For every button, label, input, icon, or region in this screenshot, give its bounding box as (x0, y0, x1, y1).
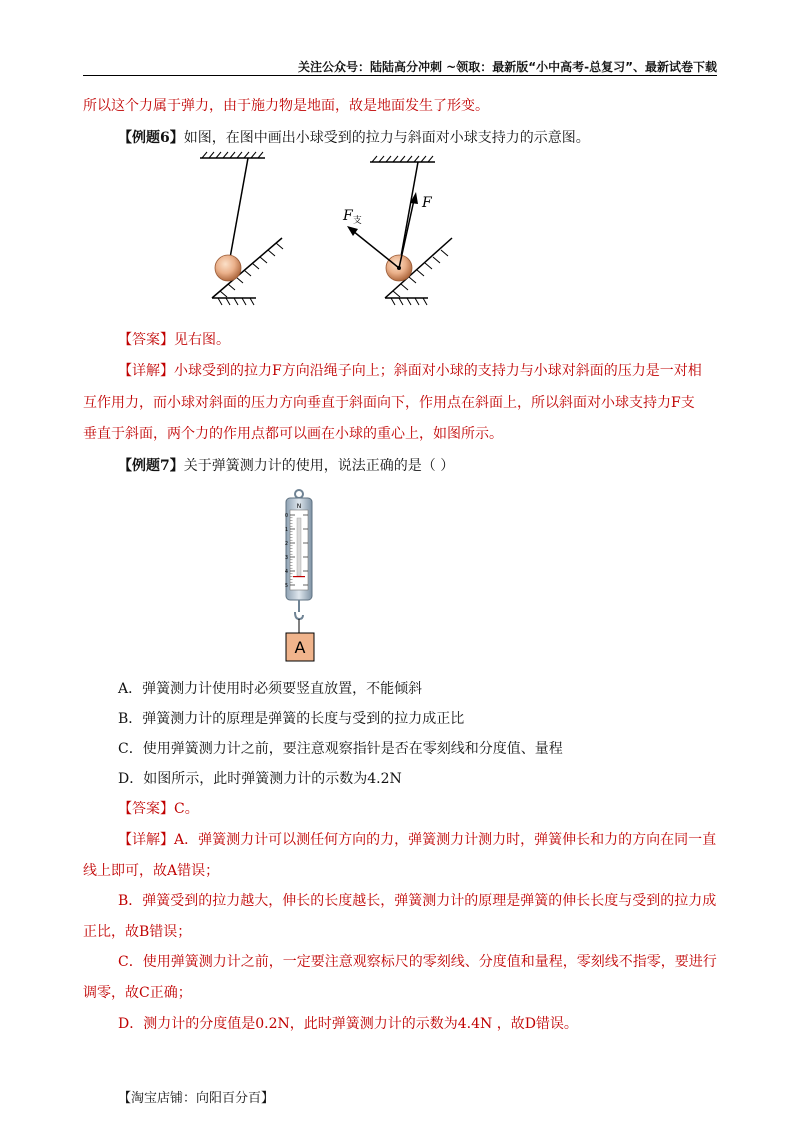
example7-text: 关于弹簧测力计的使用，说法正确的是（ ） (183, 458, 455, 474)
header-rule (83, 75, 717, 76)
detail7-line5: C．使用弹簧测力计之前，一定要注意观察标尺的零刻线、分度值和量程，零刻线不指零，要进行 (118, 954, 717, 970)
right-ceiling (370, 156, 435, 162)
support-arrow (347, 226, 399, 268)
example6-tag: 【例题6】 (118, 130, 184, 146)
detail7-line6: 调零，故C正确； (83, 985, 192, 1001)
scale-tick-label-5: 5 (284, 583, 288, 589)
scale-tick-label-4: 4 (284, 569, 288, 575)
answer7: 【答案】C。 (118, 801, 199, 817)
example7-question (118, 456, 454, 476)
spring (297, 518, 301, 576)
left-ball (215, 255, 241, 281)
detail7-line1: 【详解】A．弹簧测力计可以测任何方向的力，弹簧测力计测力时，弹簧伸长和力的方向在同一直 (118, 832, 717, 848)
scale-tick-label-2: 2 (284, 541, 288, 547)
spring-scale-figure (276, 488, 326, 663)
tension-arrow (399, 192, 418, 268)
example6-text: 如图，在图中画出小球受到的拉力与斜面对小球支持力的示意图。 (183, 130, 590, 146)
page-footer: 【淘宝店铺：向阳百分百】 (118, 1091, 275, 1106)
option-A: A．弹簧测力计使用时必须要竖直放置，不能倾斜 (118, 681, 423, 697)
detail6-line1: 【详解】小球受到的拉力F方向沿绳子向上；斜面对小球的支持力与小球对斜面的压力是一对相 (118, 363, 702, 379)
example6-question (118, 128, 590, 148)
bottom-hook (295, 600, 303, 619)
top-ring (295, 490, 303, 498)
left-rope (230, 158, 248, 258)
detail7-line3: B．弹簧受到的拉力越大，伸长的长度越长，弹簧测力计的原理是弹簧的伸长长度与受到的拉力成 (118, 893, 717, 909)
left-ceiling (200, 152, 265, 158)
right-rope (400, 162, 418, 262)
example7-tag: 【例题7】 (118, 458, 184, 474)
scale-tick-label-3: 3 (284, 555, 288, 561)
example6-figure (190, 150, 480, 310)
scale-tick-label-1: 1 (284, 527, 288, 533)
block-A-label: A (294, 638, 306, 657)
prev-detail-line: 所以这个力属于弹力，由于施力物是地面，故是地面发生了形变。 (83, 98, 489, 114)
detail7-line7: D．测力计的分度值是0.2N，此时弹簧测力计的示数为4.4N ，故D错误。 (118, 1016, 578, 1032)
option-D: D．如图所示，此时弹簧测力计的示数为4.2N (118, 771, 402, 787)
detail6-line2: 互作用力，而小球对斜面的压力方向垂直于斜面向下，作用点在斜面上，所以斜面对小球支持力F支 (83, 395, 695, 411)
label-F: F (422, 195, 432, 211)
detail7-line2: 线上即可，故A错误； (83, 863, 220, 879)
option-B: B．弹簧测力计的原理是弹簧的长度与受到的拉力成正比 (118, 711, 465, 727)
label-F-support: $F_支$ (343, 208, 362, 226)
answer6: 【答案】见右图。 (118, 332, 230, 348)
page-header: 关注公众号：陆陆高分冲刺 ~领取：最新版“小中高考-总复习”、最新试卷下载 (298, 60, 717, 74)
scale-tick-label-0: 0 (284, 513, 288, 519)
option-C: C．使用弹簧测力计之前，要注意观察指针是否在零刻线和分度值、量程 (118, 741, 563, 757)
unit-label: N (296, 503, 302, 510)
detail6-line3: 垂直于斜面，两个力的作用点都可以画在小球的重心上，如图所示。 (83, 426, 503, 442)
detail7-line4: 正比，故B错误； (83, 924, 192, 940)
